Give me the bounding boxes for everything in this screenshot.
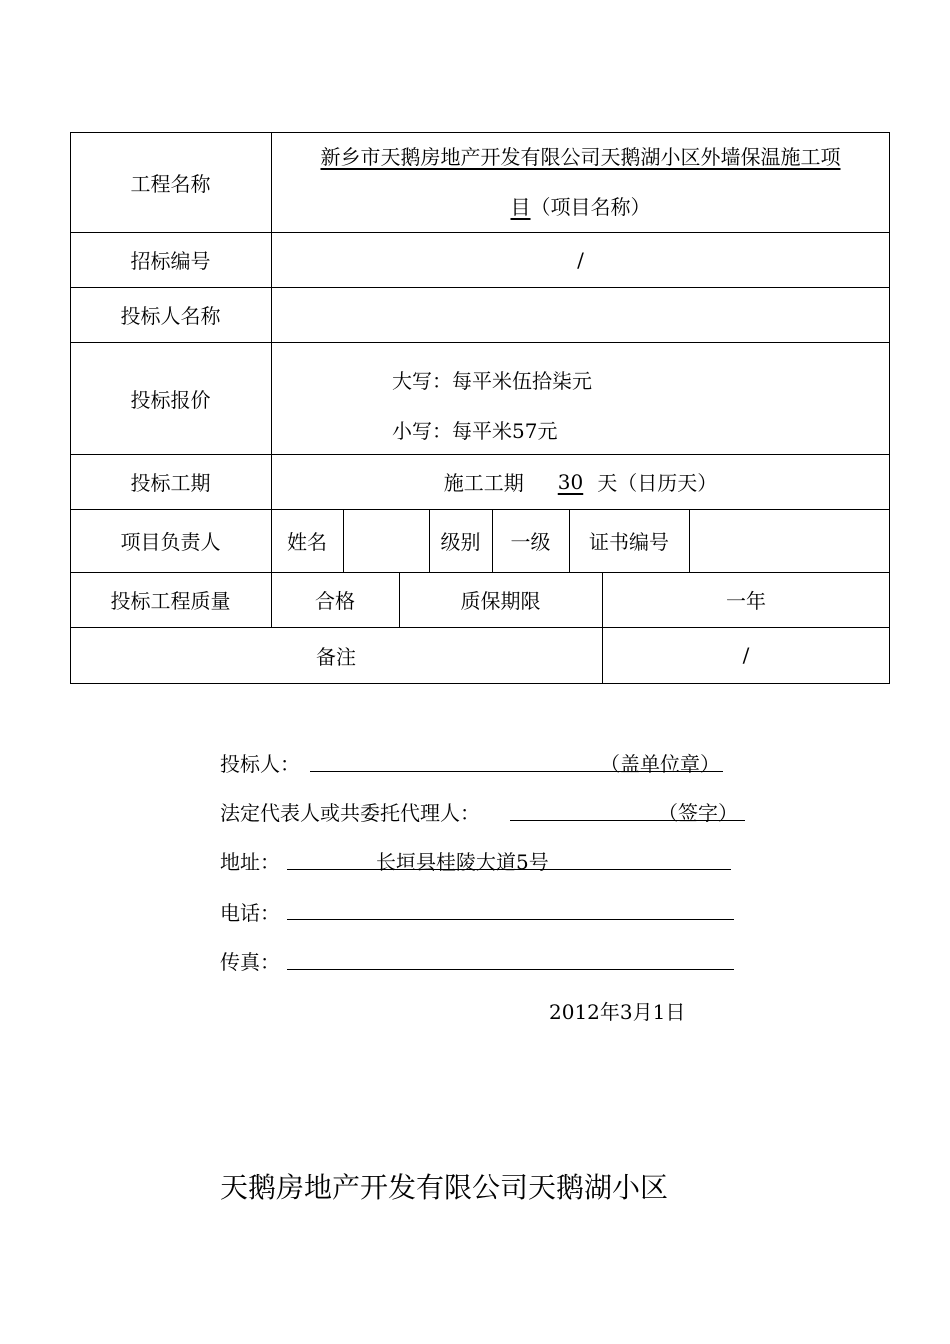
bidder-seal: （盖单位章）	[600, 752, 720, 776]
fax-underline	[287, 969, 734, 970]
manager-level-label: 级别	[440, 530, 481, 554]
period-suffix: 天（日历天）	[597, 471, 718, 495]
fax-label: 传真：	[220, 950, 280, 974]
footer-company-name: 天鹅房地产开发有限公司天鹅湖小区	[220, 1171, 669, 1204]
bid-period-value	[271, 454, 890, 509]
quality-value: 合格	[315, 589, 355, 613]
sign-date: 2012年3月1日	[549, 1000, 686, 1024]
warranty-value: 一年	[726, 589, 766, 613]
manager-cert-label: 证书编号	[589, 530, 669, 554]
bid-number-value: /	[577, 247, 584, 272]
project-name-suffix: （项目名称）	[530, 195, 651, 219]
price-lower: 小写：每平米57元	[392, 419, 558, 443]
bid-price-value	[392, 356, 592, 456]
remarks-label: 备注	[316, 644, 356, 669]
quality-label: 投标工程质量	[110, 589, 231, 613]
bidder-name-value	[271, 287, 890, 342]
warranty-label: 质保期限	[460, 589, 541, 613]
bidder-name-label: 投标人名称	[120, 304, 221, 328]
phone-underline	[287, 919, 734, 920]
manager-name-label: 姓名	[287, 530, 327, 554]
project-name-line1: 新乡市天鹅房地产开发有限公司天鹅湖小区外墙保温施工项	[320, 145, 841, 169]
representative-sign: （签字）	[658, 801, 738, 825]
address-label: 地址：	[220, 850, 280, 874]
project-name-cell	[271, 132, 890, 232]
bid-price-label: 投标报价	[130, 387, 211, 412]
bid-number-label: 招标编号	[130, 249, 211, 273]
remarks-value: /	[742, 643, 750, 667]
representative-label: 法定代表人或共委托代理人：	[220, 801, 480, 825]
price-upper: 大写：每平米伍拾柒元	[392, 369, 592, 393]
bid-period-label: 投标工期	[130, 471, 211, 495]
project-manager-label: 项目负责人	[120, 530, 221, 554]
manager-level-value: 一级	[510, 530, 551, 554]
manager-name-value	[343, 509, 429, 572]
manager-cert-value	[689, 509, 890, 572]
period-prefix: 施工工期	[443, 471, 524, 495]
bidder-label: 投标人：	[220, 752, 300, 776]
period-days: 30	[557, 469, 584, 494]
project-name-label: 工程名称	[130, 171, 211, 196]
address-value: 长垣县桂陵大道5号	[376, 850, 549, 874]
project-name-line2: 目	[510, 195, 531, 219]
phone-label: 电话：	[220, 901, 280, 925]
